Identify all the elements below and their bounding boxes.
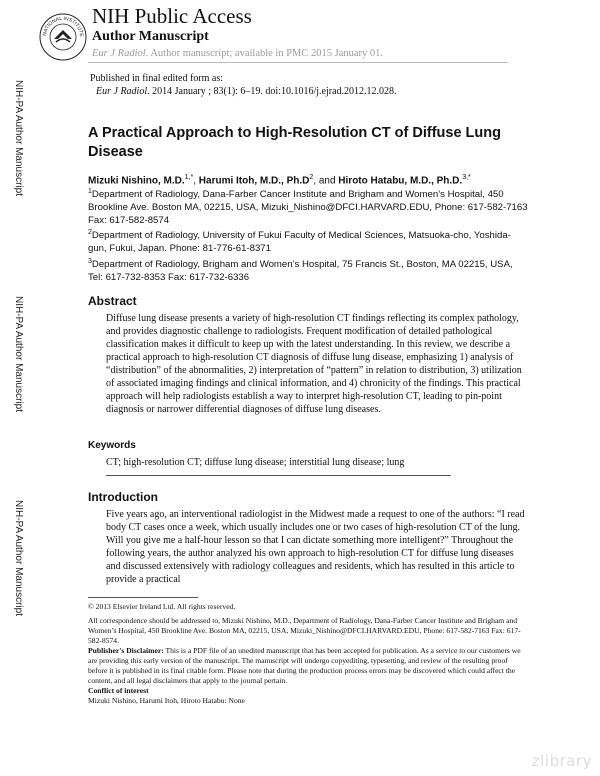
header-citation-journal: Eur J Radiol xyxy=(92,48,146,59)
disclaimer-text: This is a PDF file of an unedited manuscript that has been accepted for publication. As a service to our customers we are providing this early version of the manuscript. The manuscript will undergo copyediting, typesetting, and review of the resulting proof before it is published in its final citable form. Please note that during the production process errors may be discovered which could affect the content, and all legal disclaimers that apply to the journal pertain. xyxy=(88,646,521,685)
author-and: , and xyxy=(313,175,339,187)
keywords-rule xyxy=(106,475,451,476)
keywords-text: CT; high-resolution CT; diffuse lung disease; interstitial lung disease; lung xyxy=(106,457,405,468)
publisher-disclaimer xyxy=(88,646,528,686)
published-rest: . 2014 January ; 83(1): 6–19. doi:10.1016/j.ejrad.2012.12.028. xyxy=(147,86,397,97)
author-sup: 2 xyxy=(309,174,314,181)
header-title: NIH Public Access xyxy=(92,4,252,28)
affiliation xyxy=(88,255,528,284)
logo-text: NATIONAL INSTITUTE xyxy=(41,15,85,38)
side-label: NIH-PA Author Manuscript xyxy=(13,500,24,616)
disclaimer-label: Publisher's Disclaimer: xyxy=(88,646,164,655)
affiliation-sup: 2 xyxy=(88,229,92,236)
affiliation xyxy=(88,185,528,227)
published-journal: Eur J Radiol xyxy=(96,86,148,97)
affiliation xyxy=(88,226,528,255)
affiliation-text: Department of Radiology, Brigham and Women’s Hospital, 75 Francis St., Boston, MA 02215, USA, Tel: 617-732-8353 Fax: 617-732-6336 xyxy=(88,259,513,284)
published-citation xyxy=(90,85,397,98)
header-citation xyxy=(92,47,383,60)
author-name: Mizuki Nishino, M.D. xyxy=(88,175,185,187)
watermark: zlibrary xyxy=(531,752,592,770)
coi-text: Mizuki Nishino, Harumi Itoh, Hiroto Hatabu: None xyxy=(88,696,245,705)
published-info xyxy=(90,72,397,98)
keywords-heading: Keywords xyxy=(88,440,136,451)
nih-logo xyxy=(38,12,88,62)
author-sup: 3,* xyxy=(462,174,471,181)
introduction-heading: Introduction xyxy=(88,490,158,504)
header-subtitle: Author Manuscript xyxy=(92,29,209,44)
introduction-text: Five years ago, an interventional radiologist in the Midwest made a request to one of the authors: “I read body CT cases once a week, which usually includes one or two cases of high-resolution CT of the lung. Will you give me a half-hour lesson so that I can dictate something more intelligent?” Throughout the following years, the author analyzed his own approach to high-resolution CT for diffuse lung diseases and discussed extensively with radiology colleagues and residents, which has resulted in this article to provide a practical xyxy=(106,509,525,585)
abstract-heading: Abstract xyxy=(88,294,137,308)
paper-title: A Practical Approach to High-Resolution CT of Diffuse Lung Disease xyxy=(88,125,501,160)
side-label: NIH-PA Author Manuscript xyxy=(13,80,24,196)
affiliation-text: Department of Radiology, University of Fukui Faculty of Medical Sciences, Matsuoka-cho, Yoshida-gun, Fukui, Japan. Phone: 81-776-61-8371 xyxy=(88,230,511,255)
copyright-note: © 2013 Elsevier Ireland Ltd. All rights reserved. xyxy=(88,602,236,611)
affiliation-sup: 3 xyxy=(88,258,92,265)
correspondence-note: All correspondence should be addressed to, Mizuki Nishino, M.D., Department of Radiology, Dana-Farber Cancer Institute and Brigham and Women’s Hospital, 450 Brookline Ave. Boston MA, 02215, USA, Mizuki_Nishino@DFCI.HARVARD.EDU, Phone: 617-582-7163 Fax: 617-582-8574. xyxy=(88,616,521,645)
header-citation-rest: . Author manuscript; available in PMC 2015 January 01. xyxy=(145,48,384,59)
author-name: Hiroto Hatabu, M.D., Ph.D. xyxy=(338,175,463,187)
affiliation-text: Department of Radiology, Dana-Farber Cancer Institute and Brigham and Women’s Hospital, 450 Brookline Ave. Boston MA, 02215, USA, Mizuki_Nishino@DFCI.HARVARD.EDU, Phone: 617-582-7163 Fax: 617-582-8574 xyxy=(88,189,528,227)
affiliation-sup: 1 xyxy=(88,188,92,195)
side-label: NIH-PA Author Manuscript xyxy=(13,296,24,412)
abstract-text: Diffuse lung disease presents a variety of high-resolution CT findings reflecting its complex pathology, and provides diagnostic challenge to radiologists. Frequent modification of detailed pathological classification makes it difficult to keep up with the latest understanding. In this review, we describe a practical approach to high-resolution CT diagnosis of diffuse lung disease, emphasizing 1) analysis of “distribution” of the abnormalities, 2) interpretation of “pattern” in relation to distribution, 3) utilization of associated imaging findings and clinical information, and 4) chronicity of the findings. This practical approach will help radiologists establish a way to interpret high-resolution CT, leading to pin-point diagnosis or narrower differential diagnoses of diffuse lung diseases. xyxy=(106,313,522,415)
published-line: Published in final edited form as: xyxy=(90,73,224,84)
author-separator: , xyxy=(193,175,199,187)
author-sup: 1,* xyxy=(184,174,194,181)
footnote-rule xyxy=(88,597,198,598)
author-name: Harumi Itoh, M.D., Ph.D xyxy=(198,175,310,187)
header-rule xyxy=(88,62,508,63)
coi-heading: Conflict of interest xyxy=(88,686,149,695)
